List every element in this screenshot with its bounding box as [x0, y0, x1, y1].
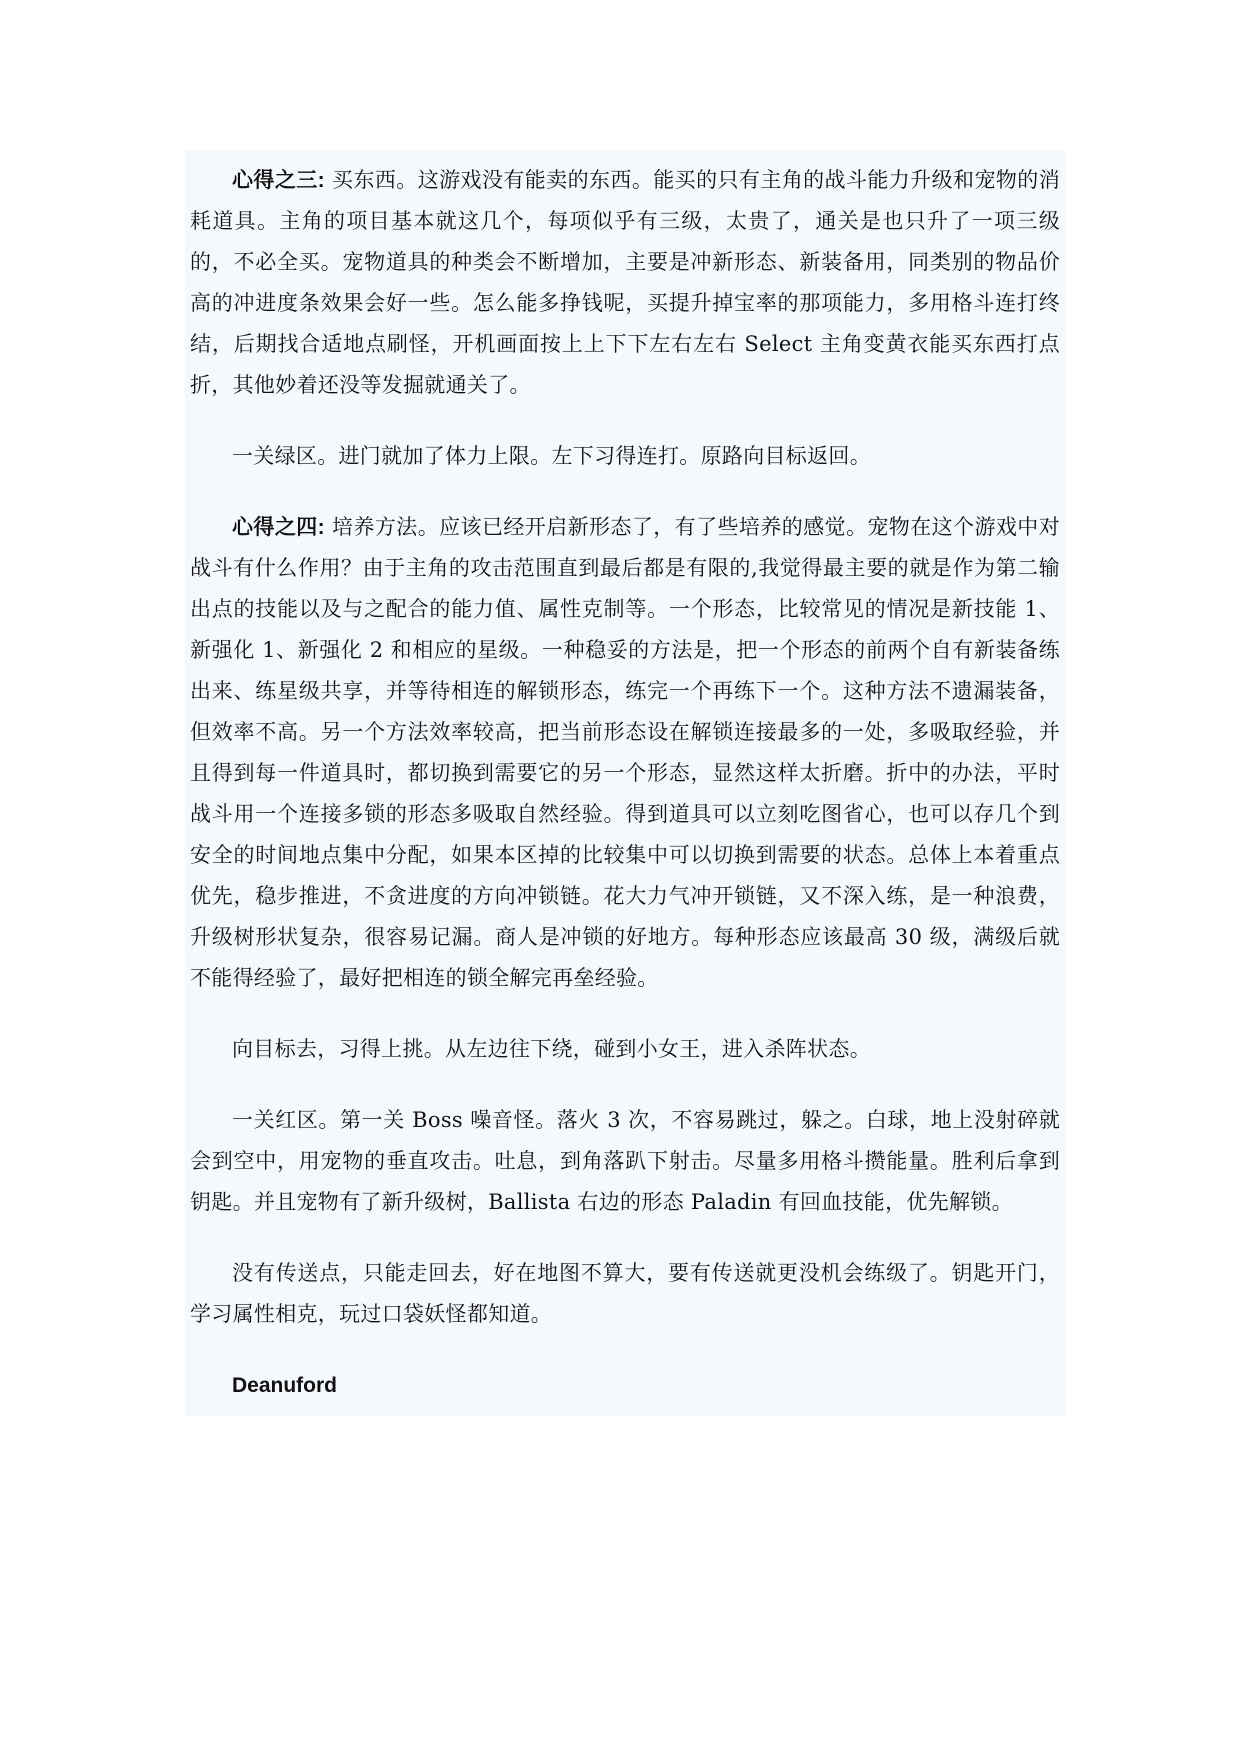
paragraph-text: 一关红区。第一关 Boss 噪音怪。落火 3 次，不容易跳过，躲之。白球，地上没射碎就会到空中，用宠物的垂直攻击。吐息，到角落趴下射击。尽量多用格斗攒能量。胜利后拿到钥匙。并且宠物有了新升级树，Ballista 右边的形态 Paladin 有回血技能，优先解锁。 [190, 1108, 1060, 1214]
paragraph-heading: 心得之四: [232, 516, 325, 539]
paragraph-text: 一关绿区。进门就加了体力上限。左下习得连打。原路向目标返回。 [232, 444, 871, 468]
paragraph-text: 买东西。这游戏没有能卖的东西。能买的只有主角的战斗能力升级和宠物的消耗道具。主角的项目基本就这几个，每项似乎有三级，太贵了，通关是也只升了一项三级的，不必全买。宠物道具的种类会不断增加，主要是冲新形态、新装备用，同类别的物品价高的冲进度条效果会好一些。怎么能多挣钱呢，买提升掉宝率的那项能力，多用格斗连打终结，后期找合适地点刷怪，开机画面按上上下下左右左右 Select 主角变黄衣能买东西打点折，其他妙着还没等发掘就通关了。 [190, 168, 1060, 397]
paragraph-tip-3 [190, 160, 1060, 406]
paragraph-green-zone [190, 436, 1060, 477]
article-body [185, 150, 1065, 1416]
author-signature: Deanuford [232, 1374, 337, 1397]
paragraph-heading: 心得之三: [232, 169, 325, 192]
paragraph-toward-target [190, 1029, 1060, 1070]
paragraph-tip-4 [190, 507, 1060, 999]
paragraph-text: 培养方法。应该已经开启新形态了，有了些培养的感觉。宠物在这个游戏中对战斗有什么作用？由于主角的攻击范围直到最后都是有限的,我觉得最主要的就是作为第二输出点的技能以及与之配合的能力值、属性克制等。一个形态，比较常见的情况是新技能 1、新强化 1、新强化 2 和相应的星级。一种稳妥的方法是，把一个形态的前两个自有新装备练出来、练星级共享，并等待相连的解锁形态，练完一个再练下一个。这种方法不遗漏装备，但效率不高。另一个方法效率较高，把当前形态设在解锁连接最多的一处，多吸取经验，并且得到每一件道具时，都切换到需要它的另一个形态，显然这样太折磨。折中的办法，平时战斗用一个连接多锁的形态多吸取自然经验。得到道具可以立刻吃图省心，也可以存几个到安全的时间地点集中分配，如果本区掉的比较集中可以切换到需要的状态。总体上本着重点优先，稳步推进，不贪进度的方向冲锁链。花大力气冲开锁链，又不深入练，是一种浪费，升级树形状复杂，很容易记漏。商人是冲锁的好地方。每种形态应该最高 30 级，满级后就不能得经验了，最好把相连的锁全解完再垒经验。 [190, 515, 1060, 990]
paragraph-text: 向目标去，习得上挑。从左边往下绕，碰到小女王，进入杀阵状态。 [232, 1037, 871, 1061]
paragraph-no-teleport [190, 1253, 1060, 1335]
paragraph-text: 没有传送点，只能走回去，好在地图不算大，要有传送就更没机会练级了。钥匙开门，学习属性相克，玩过口袋妖怪都知道。 [190, 1261, 1060, 1326]
paragraph-red-zone [190, 1100, 1060, 1223]
